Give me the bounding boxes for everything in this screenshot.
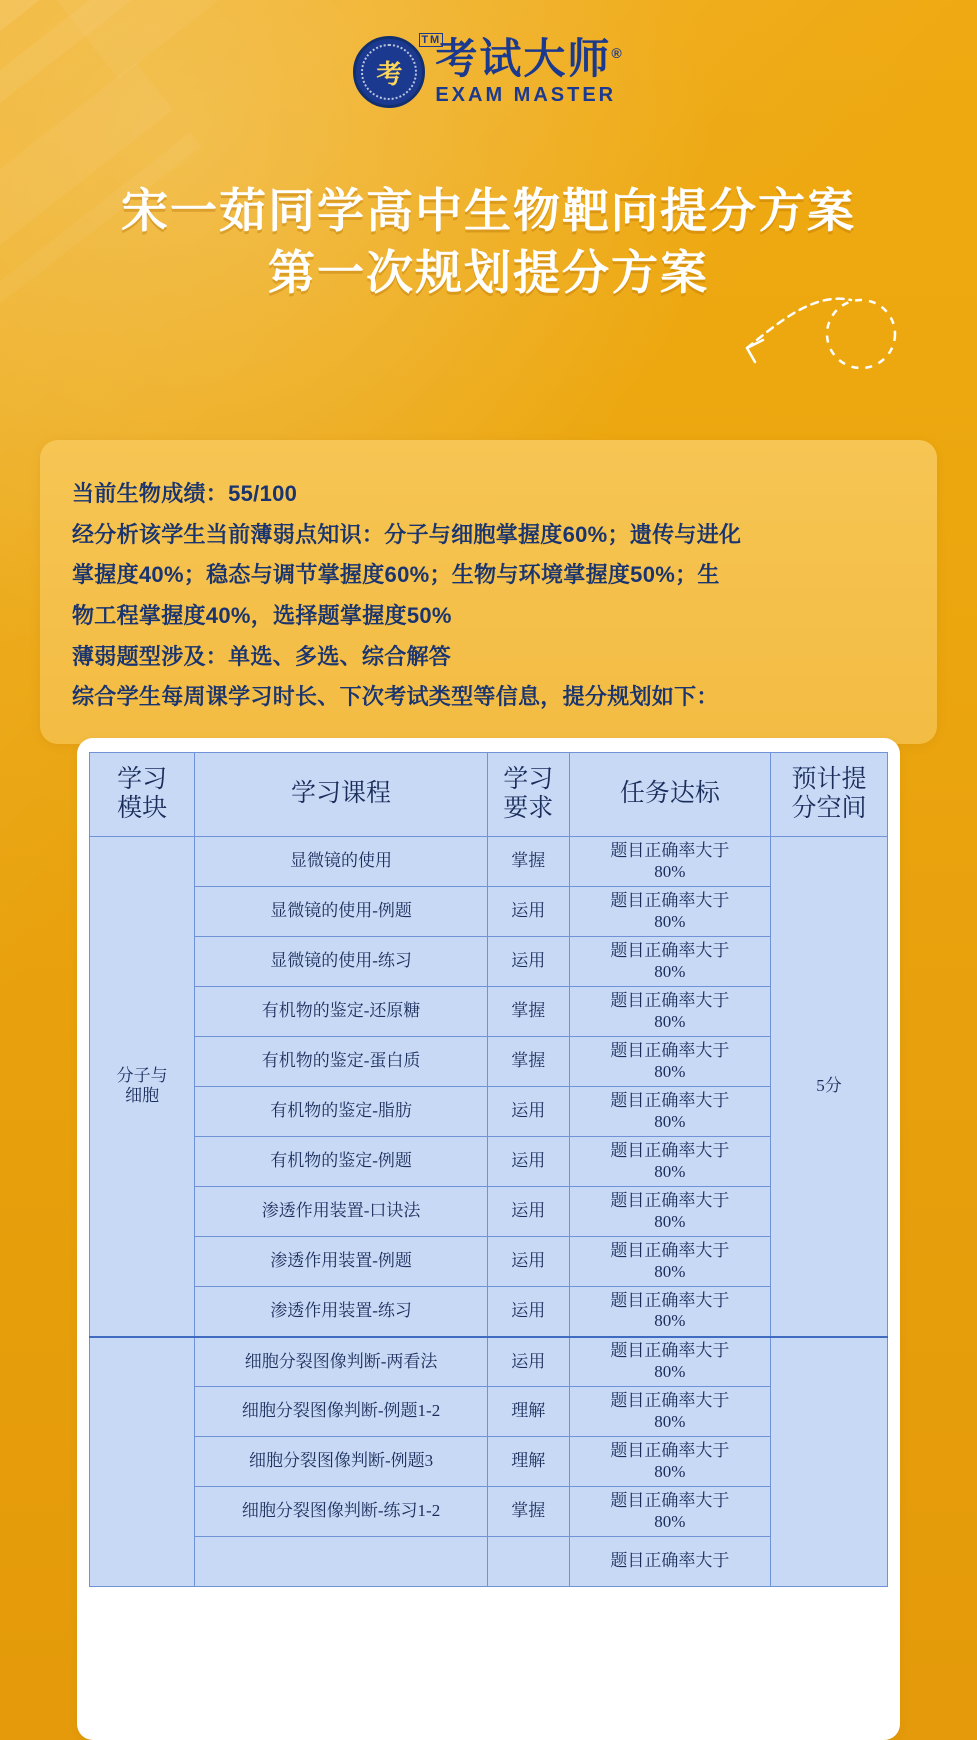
cell-goal	[569, 887, 770, 937]
cell-goal	[569, 1237, 770, 1287]
table-header-row	[90, 753, 888, 837]
cell-goal-line1: 题目正确率大于	[610, 1391, 730, 1411]
header-course: 学习课程	[195, 753, 488, 837]
cell-course: 显微镜的使用-练习	[195, 937, 488, 987]
cell-requirement: 运用	[487, 1287, 569, 1337]
cell-goal-line1: 题目正确率大于	[610, 1290, 730, 1310]
cell-goal-line2: 80%	[654, 1061, 686, 1081]
cell-goal	[569, 1437, 770, 1487]
cell-goal-line1: 题目正确率大于	[610, 1091, 730, 1111]
header-module	[90, 753, 195, 837]
table-row	[90, 1337, 888, 1387]
table-row	[90, 1037, 888, 1087]
cell-course: 有机物的鉴定-还原糖	[195, 987, 488, 1037]
cell-expected-gain	[770, 1337, 887, 1587]
trademark-icon: TM	[421, 33, 442, 46]
brand-header	[0, 33, 977, 108]
cell-course	[195, 1537, 488, 1587]
cell-requirement: 运用	[487, 1137, 569, 1187]
weak-points-line2: 掌握度40%；稳态与调节掌握度60%；生物与环境掌握度50%；生	[72, 562, 720, 588]
logo-title-cn	[421, 33, 624, 82]
cell-goal-line2: 80%	[654, 861, 686, 881]
cell-goal-line2: 80%	[654, 1261, 686, 1281]
header-requirement	[487, 753, 569, 837]
cell-goal-line1: 题目正确率大于	[610, 991, 730, 1011]
cell-goal-line1: 题目正确率大于	[610, 1551, 730, 1571]
cell-requirement: 运用	[487, 887, 569, 937]
cell-course: 有机物的鉴定-脂肪	[195, 1087, 488, 1137]
cell-goal-line1: 题目正确率大于	[610, 941, 730, 961]
cell-module-line1: 分子与	[116, 1065, 168, 1085]
cell-goal-line1: 题目正确率大于	[610, 1491, 730, 1511]
cell-goal-line2: 80%	[654, 1311, 686, 1331]
cell-course: 细胞分裂图像判断-例题3	[195, 1437, 488, 1487]
cell-goal	[569, 1137, 770, 1187]
logo-badge-char: 考	[361, 44, 417, 100]
cell-course: 显微镜的使用	[195, 837, 488, 887]
cell-goal	[569, 1287, 770, 1337]
cell-course: 渗透作用装置-例题	[195, 1237, 488, 1287]
cell-goal	[569, 1037, 770, 1087]
cell-goal-line2: 80%	[654, 1361, 686, 1381]
plan-table	[89, 752, 888, 1587]
cell-course: 显微镜的使用-例题	[195, 887, 488, 937]
table-row	[90, 937, 888, 987]
cell-goal-line1: 题目正确率大于	[610, 1441, 730, 1461]
current-score: 当前生物成绩：55/100	[72, 481, 298, 506]
cell-course: 细胞分裂图像判断-例题1-2	[195, 1387, 488, 1437]
cell-requirement: 掌握	[487, 1037, 569, 1087]
plan-table-card	[77, 738, 900, 1740]
table-row	[90, 887, 888, 937]
weak-points-line1: 经分析该学生当前薄弱点知识：分子与细胞掌握度60%；遗传与进化	[72, 521, 742, 547]
logo-title-en: EXAM MASTER	[435, 84, 617, 107]
cell-requirement: 掌握	[487, 987, 569, 1037]
page-title	[0, 180, 977, 304]
cell-goal-line2: 80%	[654, 1011, 686, 1031]
plan-intro: 综合学生每周课学习时长、下次考试类型等信息，提分规划如下：	[72, 684, 719, 710]
cell-module-line2: 细胞	[125, 1086, 160, 1106]
cell-goal-line2: 80%	[654, 1211, 686, 1231]
cell-goal	[569, 1487, 770, 1537]
cell-requirement: 运用	[487, 1237, 569, 1287]
cell-goal	[569, 1537, 770, 1587]
table-row	[90, 1387, 888, 1437]
table-row	[90, 1237, 888, 1287]
cell-goal-line1: 题目正确率大于	[610, 1141, 730, 1161]
cell-course: 细胞分裂图像判断-两看法	[195, 1337, 488, 1387]
plan-table-body	[90, 837, 888, 1587]
header-goal: 任务达标	[569, 753, 770, 837]
table-row	[90, 987, 888, 1037]
cell-requirement	[487, 1537, 569, 1587]
header-requirement-line2: 要求	[503, 794, 554, 822]
cell-requirement: 运用	[487, 1337, 569, 1387]
table-row	[90, 1287, 888, 1337]
cell-expected-gain: 5分	[770, 837, 887, 1337]
cell-goal	[569, 937, 770, 987]
cell-goal-line2: 80%	[654, 1161, 686, 1181]
cell-goal-line2: 80%	[654, 911, 686, 931]
table-row	[90, 1537, 888, 1587]
page-title-line2: 第一次规划提分方案	[268, 246, 709, 300]
cell-goal-line2: 80%	[654, 1461, 686, 1481]
logo	[353, 33, 624, 108]
cell-goal-line2: 80%	[654, 1411, 686, 1431]
table-row	[90, 1187, 888, 1237]
cell-requirement: 掌握	[487, 1487, 569, 1537]
cell-requirement: 运用	[487, 937, 569, 987]
cell-goal	[569, 987, 770, 1037]
cell-requirement: 理解	[487, 1437, 569, 1487]
cell-requirement: 运用	[487, 1087, 569, 1137]
header-gain-line1: 预计提	[791, 765, 867, 793]
plan-table-head	[90, 753, 888, 837]
cell-goal-line1: 题目正确率大于	[610, 891, 730, 911]
cell-requirement: 掌握	[487, 837, 569, 887]
cell-requirement: 理解	[487, 1387, 569, 1437]
cell-goal-line1: 题目正确率大于	[610, 1241, 730, 1261]
header-gain-line2: 分空间	[791, 794, 867, 822]
cell-goal-line1: 题目正确率大于	[610, 1191, 730, 1211]
cell-module	[90, 1337, 195, 1587]
cell-course: 细胞分裂图像判断-练习1-2	[195, 1487, 488, 1537]
header-module-line2: 模块	[117, 794, 168, 822]
cell-goal-line2: 80%	[654, 961, 686, 981]
cell-course: 渗透作用装置-口诀法	[195, 1187, 488, 1237]
cell-goal-line1: 题目正确率大于	[610, 1341, 730, 1361]
cell-goal-line1: 题目正确率大于	[610, 841, 730, 861]
cell-goal-line1: 题目正确率大于	[610, 1041, 730, 1061]
header-gain	[770, 753, 887, 837]
header-requirement-line1: 学习	[503, 765, 554, 793]
cell-requirement: 运用	[487, 1187, 569, 1237]
cell-goal	[569, 1187, 770, 1237]
weak-question-types: 薄弱题型涉及：单选、多选、综合解答	[72, 643, 452, 669]
cell-goal-line2: 80%	[654, 1511, 686, 1531]
table-row	[90, 837, 888, 887]
logo-text	[421, 33, 624, 107]
cell-goal	[569, 837, 770, 887]
header-module-line1: 学习	[117, 765, 168, 793]
table-row	[90, 1437, 888, 1487]
cell-course: 有机物的鉴定-例题	[195, 1137, 488, 1187]
cell-module	[90, 837, 195, 1337]
cell-goal	[569, 1087, 770, 1137]
cell-goal	[569, 1387, 770, 1437]
table-row	[90, 1487, 888, 1537]
table-row	[90, 1137, 888, 1187]
summary-card	[40, 440, 937, 744]
logo-title-cn-text: 考试大师	[435, 34, 612, 82]
cell-goal-line2: 80%	[654, 1111, 686, 1131]
cell-course: 有机物的鉴定-蛋白质	[195, 1037, 488, 1087]
page-title-line1: 宋一茹同学高中生物靶向提分方案	[121, 184, 856, 237]
cell-course: 渗透作用装置-练习	[195, 1287, 488, 1337]
registered-icon: ®	[611, 44, 624, 61]
weak-points-line3: 物工程掌握度40%，选择题掌握度50%	[72, 603, 452, 629]
table-row	[90, 1087, 888, 1137]
cell-goal	[569, 1337, 770, 1387]
logo-badge-icon	[353, 36, 425, 108]
